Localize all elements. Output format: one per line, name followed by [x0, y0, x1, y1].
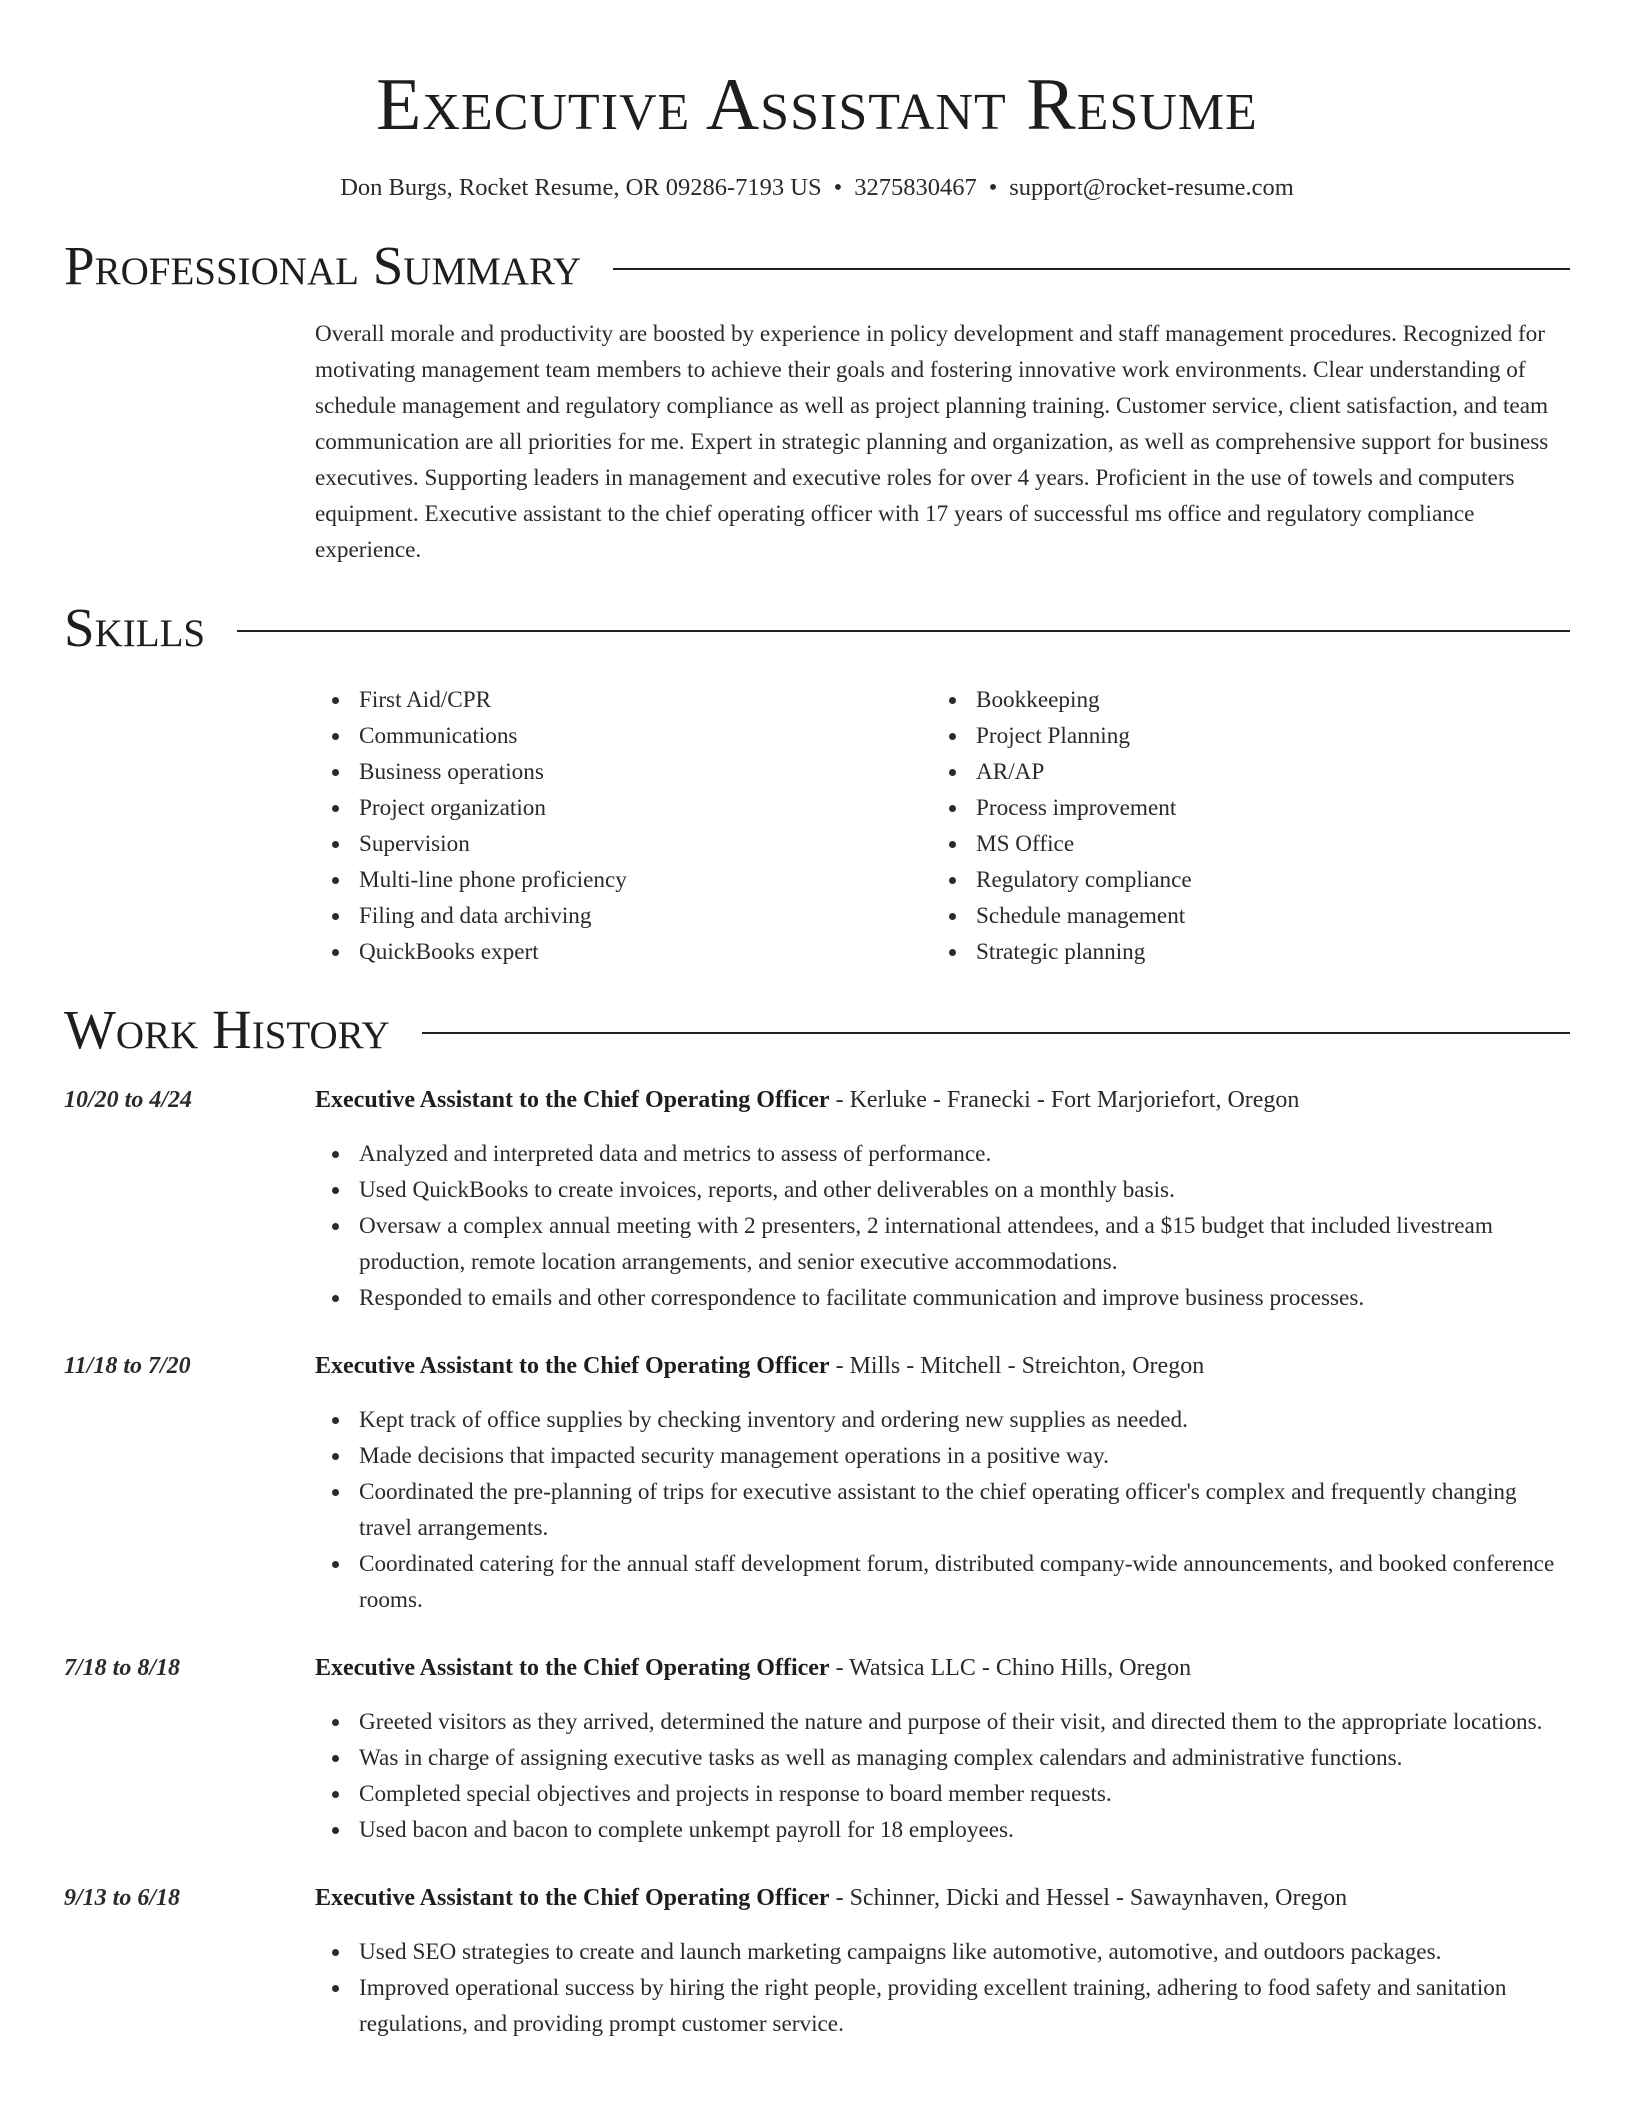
- skill-item: Project Planning: [932, 718, 1549, 754]
- job-bullets: [315, 1402, 1570, 1618]
- contact-phone: 3275830467: [854, 174, 977, 201]
- job-bullet: Used bacon and bacon to complete unkempt payroll for 18 employees.: [315, 1812, 1570, 1848]
- section-header-work-history: [64, 998, 1570, 1062]
- job-entry: [64, 1650, 1570, 1848]
- job-company: - Schinner, Dicki and Hessel - Sawaynhaven, Oregon: [829, 1885, 1348, 1911]
- job-company: - Mills - Mitchell - Streichton, Oregon: [829, 1353, 1205, 1379]
- skill-item: Project organization: [315, 790, 932, 826]
- job-dates: 10/20 to 4/24: [64, 1087, 193, 1113]
- skill-item: AR/AP: [932, 754, 1549, 790]
- job-bullet: Greeted visitors as they arrived, determined the nature and purpose of their visit, and directed them to the appropriate locations.: [315, 1704, 1570, 1740]
- job-header: [64, 1348, 1570, 1384]
- job-bullet: Responded to emails and other correspondence to facilitate communication and improve business processes.: [315, 1280, 1570, 1316]
- section-divider: [422, 1032, 1570, 1034]
- job-company: - Watsica LLC - Chino Hills, Oregon: [829, 1655, 1192, 1681]
- job-entry: [64, 1082, 1570, 1316]
- contact-separator: •: [988, 174, 998, 201]
- skill-item: First Aid/CPR: [315, 682, 932, 718]
- job-bullet: Completed special objectives and projects in response to board member requests.: [315, 1776, 1570, 1812]
- skill-item: Communications: [315, 718, 932, 754]
- job-bullets: [315, 1934, 1570, 2042]
- section-header-summary: [64, 234, 1570, 298]
- section-divider: [237, 630, 1570, 632]
- job-title: Executive Assistant to the Chief Operating Officer: [315, 1655, 830, 1681]
- skill-item: Schedule management: [932, 898, 1549, 934]
- job-header: [64, 1650, 1570, 1686]
- skills-column-left: [315, 682, 932, 970]
- section-title-work-history: Work History: [64, 999, 390, 1060]
- skill-item: Strategic planning: [932, 934, 1549, 970]
- contact-address: Don Burgs, Rocket Resume, OR 09286-7193 US: [340, 174, 822, 201]
- skill-item: Multi-line phone proficiency: [315, 862, 932, 898]
- section-header-skills: [64, 596, 1570, 660]
- job-bullet: Improved operational success by hiring the right people, providing excellent training, adhering to food safety and sanitation regulations, and providing prompt customer service.: [315, 1970, 1570, 2042]
- job-header: [64, 1082, 1570, 1118]
- job-title: Executive Assistant to the Chief Operating Officer: [315, 1885, 830, 1911]
- job-title: Executive Assistant to the Chief Operating Officer: [315, 1353, 830, 1379]
- document-title: Executive Assistant Resume: [376, 64, 1258, 146]
- summary-text: Overall morale and productivity are boosted by experience in policy development and staff management procedures. Recognized for motivating management team members to achieve their goals and fostering innovative work environments. Clear understanding of schedule management and regulatory compliance as well as project planning training. Customer service, client satisfaction, and team communication are all priorities for me. Expert in strategic planning and organization, as well as comprehensive support for business executives. Supporting leaders in management and executive roles for over 4 years. Proficient in the use of towels and computers equipment. Executive assistant to the chief operating officer with 17 years of successful ms office and regulatory compliance experience.: [315, 321, 1549, 563]
- job-bullet: Made decisions that impacted security management operations in a positive way.: [315, 1438, 1570, 1474]
- job-bullet: Oversaw a complex annual meeting with 2 presenters, 2 international attendees, and a $15 budget that included livestream production, remote location arrangements, and senior executive accommodations.: [315, 1208, 1570, 1280]
- job-bullet: Kept track of office supplies by checking inventory and ordering new supplies as needed.: [315, 1402, 1570, 1438]
- job-bullet: Used QuickBooks to create invoices, reports, and other deliverables on a monthly basis.: [315, 1172, 1570, 1208]
- job-bullet: Used SEO strategies to create and launch marketing campaigns like automotive, automotive, and outdoors packages.: [315, 1934, 1570, 1970]
- job-bullet: Coordinated catering for the annual staff development forum, distributed company-wide announcements, and booked conference rooms.: [315, 1546, 1570, 1618]
- skills-column-right: [932, 682, 1549, 970]
- skill-item: Supervision: [315, 826, 932, 862]
- job-title: Executive Assistant to the Chief Operating Officer: [315, 1087, 830, 1113]
- job-bullets: [315, 1704, 1570, 1848]
- skill-item: Regulatory compliance: [932, 862, 1549, 898]
- skill-item: MS Office: [932, 826, 1549, 862]
- job-dates: 11/18 to 7/20: [64, 1353, 191, 1379]
- job-bullet: Was in charge of assigning executive tasks as well as managing complex calendars and administrative functions.: [315, 1740, 1570, 1776]
- job-bullet: Coordinated the pre-planning of trips for executive assistant to the chief operating officer's complex and frequently changing travel arrangements.: [315, 1474, 1570, 1546]
- section-divider: [613, 268, 1570, 270]
- job-dates: 9/13 to 6/18: [64, 1885, 181, 1911]
- job-dates: 7/18 to 8/18: [64, 1655, 181, 1681]
- job-entry: [64, 1880, 1570, 2042]
- skills-grid: [315, 682, 1570, 970]
- job-entry: [64, 1348, 1570, 1618]
- contact-line: [64, 172, 1570, 204]
- job-company: - Kerluke - Franecki - Fort Marjoriefort, Oregon: [829, 1087, 1300, 1113]
- skill-item: Process improvement: [932, 790, 1549, 826]
- resume-page: [64, 0, 1570, 2042]
- section-title-summary: Professional Summary: [64, 235, 582, 296]
- skill-item: QuickBooks expert: [315, 934, 932, 970]
- contact-separator: •: [833, 174, 843, 201]
- contact-email[interactable]: support@rocket-resume.com: [1009, 174, 1294, 201]
- skill-item: Bookkeeping: [932, 682, 1549, 718]
- skill-item: Business operations: [315, 754, 932, 790]
- section-title-skills: Skills: [64, 597, 206, 658]
- job-bullet: Analyzed and interpreted data and metrics to assess of performance.: [315, 1136, 1570, 1172]
- skill-item: Filing and data archiving: [315, 898, 932, 934]
- job-bullets: [315, 1136, 1570, 1316]
- job-header: [64, 1880, 1570, 1916]
